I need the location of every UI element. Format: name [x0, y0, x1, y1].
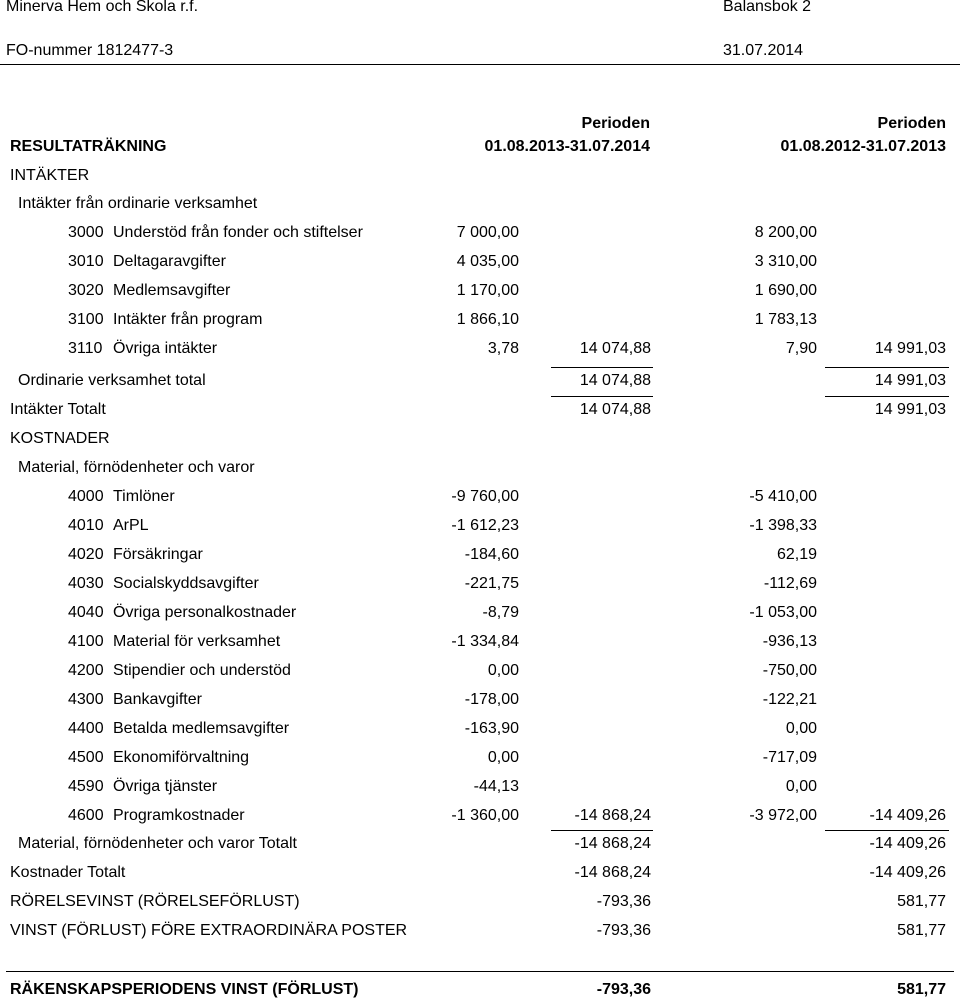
income-heading: INTÄKTER: [10, 167, 90, 184]
period-result-p1: -793,36: [596, 981, 651, 998]
period1-label: Perioden: [581, 115, 650, 132]
costs-total-label: Kostnader Totalt: [10, 864, 126, 881]
account-amount-p2: -1 398,33: [749, 517, 817, 534]
account-name: Intäkter från program: [113, 311, 263, 328]
account-name: Programkostnader: [113, 807, 245, 824]
account-code: 4000: [68, 488, 104, 505]
account-name: Övriga personalkostnader: [113, 604, 297, 621]
header-divider: [0, 64, 960, 65]
costs-rule-p1: [551, 830, 653, 831]
account-amount-p1: 7 000,00: [456, 224, 519, 241]
income-total-label: Intäkter Totalt: [10, 401, 106, 418]
account-code: 4010: [68, 517, 104, 534]
account-name: ArPL: [113, 517, 149, 534]
account-amount-p2: 8 200,00: [754, 224, 817, 241]
account-name: Bankavgifter: [113, 691, 202, 708]
income-total-rule-p2: [825, 396, 949, 397]
account-name: Övriga tjänster: [113, 778, 218, 795]
account-amount-p1: 4 035,00: [456, 253, 519, 270]
income-subtotal-p2: 14 991,03: [874, 372, 946, 389]
account-amount-p2: -1 053,00: [749, 604, 817, 621]
account-amount-p1: -221,75: [464, 575, 519, 592]
account-code: 4100: [68, 633, 104, 650]
account-name: Försäkringar: [113, 546, 203, 563]
account-amount-p2: 3 310,00: [754, 253, 817, 270]
period-result-p2: 581,77: [897, 981, 946, 998]
account-code: 4400: [68, 720, 104, 737]
income-subtotal-p1: 14 074,88: [579, 372, 651, 389]
account-total-p2: -14 409,26: [869, 807, 946, 824]
account-name: Övriga intäkter: [113, 340, 218, 357]
account-amount-p2: 0,00: [785, 778, 817, 795]
period2-range: 01.08.2012-31.07.2013: [780, 138, 946, 155]
costs-subtotal-p2: -14 409,26: [869, 835, 946, 852]
account-name: Stipendier och understöd: [113, 662, 291, 679]
account-code: 3000: [68, 224, 104, 241]
account-name: Material för verksamhet: [113, 633, 281, 650]
account-code: 4300: [68, 691, 104, 708]
fo-number: FO-nummer 1812477-3: [6, 42, 174, 59]
report-title: RESULTATRÄKNING: [10, 138, 167, 155]
account-amount-p1: 1 170,00: [456, 282, 519, 299]
account-code: 4590: [68, 778, 104, 795]
income-subtotal-label: Ordinarie verksamhet total: [18, 372, 206, 389]
income-total-rule-p1: [551, 396, 653, 397]
account-name: Ekonomiförvaltning: [113, 749, 250, 766]
account-amount-p1: -1 360,00: [451, 807, 519, 824]
account-amount-p2: -750,00: [762, 662, 817, 679]
account-amount-p1: -44,13: [473, 778, 519, 795]
period2-label: Perioden: [877, 115, 946, 132]
account-name: Medlemsavgifter: [113, 282, 231, 299]
account-code: 3010: [68, 253, 104, 270]
account-name: Deltagaravgifter: [113, 253, 226, 270]
account-amount-p2: 7,90: [785, 340, 817, 357]
account-amount-p2: -122,21: [762, 691, 817, 708]
account-code: 3110: [68, 340, 103, 357]
costs-subtotal-p1: -14 868,24: [574, 835, 651, 852]
account-amount-p1: 3,78: [487, 340, 519, 357]
account-total-p1: 14 074,88: [579, 340, 651, 357]
costs-subtotal-label: Material, förnödenheter och varor Totalt: [18, 835, 297, 852]
income-rule-p1: [551, 367, 653, 368]
income-total-p1: 14 074,88: [579, 401, 651, 418]
account-name: Timlöner: [113, 488, 175, 505]
account-amount-p2: 1 783,13: [754, 311, 817, 328]
income-total-p2: 14 991,03: [874, 401, 946, 418]
income-rule-p2: [825, 367, 949, 368]
account-total-p1: -14 868,24: [574, 807, 651, 824]
account-amount-p1: -184,60: [464, 546, 519, 563]
costs-heading: KOSTNADER: [10, 430, 110, 447]
organization-name: Minerva Hem och Skola r.f.: [6, 0, 199, 15]
report-date: 31.07.2014: [723, 42, 804, 59]
account-amount-p2: -936,13: [762, 633, 817, 650]
account-code: 3020: [68, 282, 104, 299]
before-extraordinary-p1: -793,36: [596, 922, 651, 939]
account-total-p2: 14 991,03: [874, 340, 946, 357]
account-amount-p1: 0,00: [487, 662, 519, 679]
final-result-rule: [6, 971, 954, 972]
costs-total-p2: -14 409,26: [869, 864, 946, 881]
account-code: 4200: [68, 662, 104, 679]
account-amount-p1: -9 760,00: [451, 488, 519, 505]
costs-total-p1: -14 868,24: [574, 864, 651, 881]
account-amount-p2: -112,69: [763, 575, 817, 592]
account-code: 4030: [68, 575, 104, 592]
operating-result-label: RÖRELSEVINST (RÖRELSEFÖRLUST): [10, 893, 300, 910]
account-code: 3100: [68, 311, 104, 328]
account-name: Socialskyddsavgifter: [113, 575, 259, 592]
account-name: Understöd från fonder och stiftelser: [113, 224, 363, 241]
operating-result-p2: 581,77: [897, 893, 946, 910]
account-amount-p2: -717,09: [762, 749, 817, 766]
account-amount-p1: 0,00: [487, 749, 519, 766]
before-extraordinary-p2: 581,77: [897, 922, 946, 939]
costs-rule-p2: [825, 830, 949, 831]
account-amount-p1: 1 866,10: [456, 311, 519, 328]
account-amount-p2: 0,00: [785, 720, 817, 737]
account-amount-p2: -5 410,00: [749, 488, 817, 505]
account-amount-p1: -8,79: [482, 604, 519, 621]
account-amount-p2: 62,19: [776, 546, 817, 563]
period-result-label: RÄKENSKAPSPERIODENS VINST (FÖRLUST): [10, 981, 359, 998]
period1-range: 01.08.2013-31.07.2014: [484, 138, 650, 155]
account-amount-p1: -1 612,23: [451, 517, 519, 534]
operating-result-p1: -793,36: [596, 893, 651, 910]
before-extraordinary-label: VINST (FÖRLUST) FÖRE EXTRAORDINÄRA POSTER: [10, 922, 408, 939]
account-amount-p2: -3 972,00: [749, 807, 817, 824]
account-code: 4020: [68, 546, 104, 563]
account-amount-p2: 1 690,00: [754, 282, 817, 299]
account-amount-p1: -163,90: [464, 720, 519, 737]
account-amount-p1: -178,00: [464, 691, 519, 708]
account-code: 4600: [68, 807, 104, 824]
account-amount-p1: -1 334,84: [451, 633, 519, 650]
account-name: Betalda medlemsavgifter: [113, 720, 290, 737]
costs-subheading: Material, förnödenheter och varor: [18, 459, 255, 476]
account-code: 4500: [68, 749, 104, 766]
book-title: Balansbok 2: [723, 0, 812, 15]
account-code: 4040: [68, 604, 104, 621]
income-subheading: Intäkter från ordinarie verksamhet: [18, 195, 258, 212]
